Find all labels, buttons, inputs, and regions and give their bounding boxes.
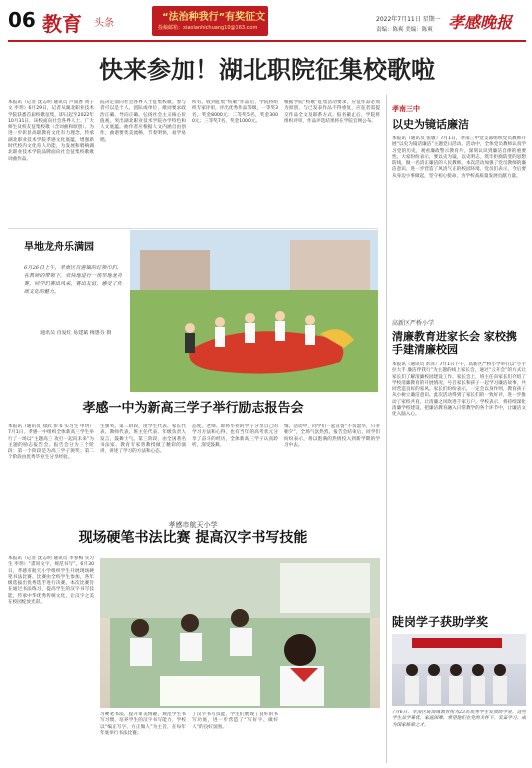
main-headline: 快来参加！湖北职院征集校歌啦 [99, 55, 435, 84]
article2-col4: 情。活动中，同学们一起宣誓“不负韶华，只争朝夕”，全场气氛热烈。报告会结束后，同学们纷纷表示，将以饱满的热情投入到新学期的学习中去。 [284, 424, 380, 448]
article3-kicker: 孝感市航天小学 [168, 521, 218, 529]
classroom-illustration [100, 558, 380, 708]
article3-col2: 习硬笔书法，提升审美情趣，规范学生书写习惯，培养学生的汉字书写能力，学校以“编正写字、方正做人”为主旨，在每年年底举行书法比赛。 [100, 712, 186, 736]
right2-kicker: 高新区严桥小学 [392, 320, 435, 327]
page-number: 06 [8, 8, 36, 32]
photo1-caption: 6月26日上午，孝南区肖港镇的红领巾们，在教师的带领下，欢快地进行一场旱地龙舟赛。同学们赛出风采，赛出友谊，感受了传统文化的魅力。 [24, 265, 122, 295]
calligraphy-photo [100, 558, 380, 708]
article1-col3: 所有。收到征集“校歌”作品后，学院将组织专家评审，评出优秀作品等级，一等奖3名，奖金8000元；二等奖5名，奖金3000元；三等奖7名，奖金1000元。 [192, 100, 278, 124]
editors: 责编：陈爽 美编：陈爽 [376, 27, 433, 33]
photo1-title: 旱地龙舟乐满园 [24, 242, 94, 253]
right2-body: 本报讯（通讯员 彭泽）7月1日下午，高新区严桥小学举行以“小手拉大手 廉洁伴我行”为主题的线上家长会，通过“云开会”的方式让家长们了解清廉校园建设工作。家长会上，班主任向家长们介绍了学校清廉教育的开展情况，号召家长和孩子一起学习廉洁故事，共同营造良好的家风。家长们纷纷表示，一定会以身作则，教育孩子从小树立廉洁意识。此次活动得到了家长们的一致好评，进一步推动了家校共育，让清廉之风吹进千家万户。学校表示，将持续深化清廉学校建设，把廉洁教育融入日常教学的各个环节中，让廉洁文化入脑入心。 [392, 362, 526, 418]
article3-col1: 本报讯（记者 沈志明 通讯员 李春梅 实习生 申玥）“書同文字，规范书写”。6月30日，孝感市航天小学组织学生开展现场硬笔书法比赛。比赛由全校学生参加，各年级选拔出优秀选手进行决赛。本次比赛旨在通过书法练习，提高学生的汉字书写技能，传承中华优秀传统文化，让汉字之美在校园绽放光彩。 [8, 556, 94, 606]
issue-date: 2022年7月11日 星期一 [376, 16, 441, 23]
article2-col1: 本报讯（通讯员 徐武 彭书 实习生 申玥）7月1日，孝感一中组织全体新高三学生举行了一场以“主题高三 攻打一起向未来”为主题的励志报告会。报告会分为三个阶段：第一个阶段是为高三学子颁奖；第二个阶段由优秀毕业生分享经验。 [8, 424, 94, 461]
right3-headline: 陡岗学子获助学奖 [392, 615, 489, 629]
article3-headline: 现场硬笔书法比赛 提高汉字书写技能 [78, 530, 308, 546]
article2-headline: 孝感一中为新高三学子举行励志报告会 [82, 401, 304, 416]
dragon-boat-illustration [130, 230, 378, 392]
article3-col3: 了汉字书写技能，学生们展现了良好的书写功底，进一步营造了“写好字、做好人”的良好氛围。 [192, 712, 278, 730]
header-rule [8, 40, 526, 42]
right3-caption: 7月6日，孝南区陡岗镇教育组为23名优秀学生发放助学金。这些学生品学兼优，家庭困难，希望他们在党的关怀下，发奋学习，成为国家栋梁之才。 [392, 710, 526, 728]
section-title: 教育 [42, 12, 82, 36]
article2-col3: 态度。老师、即将毕业的学子分享自己的学习方法和心得，也有当年的高考状元分享了奋斗的经历，全体新高三学子认真聆听，深受鼓舞。 [192, 424, 278, 448]
right1-body: 本报讯（通讯员 张敏）7月1日，孝南三中党支部组织党员教师开展“以史为镜话廉洁”主题党日活动。活动中，全体党员教师认真学习党的历史，观看廉政警示教育片，深刻认识到廉洁自律的重要性。大家纷纷表示，要以史为镜，以史明志，筑牢拒腐防变的思想防线，做一名清正廉洁的人民教师。本次活动加强了党员教师的廉洁意识，进一步营造了风清气正的校园环境。党员们表示，今后要从身边小事做起，坚守初心使命，为学校高质量发展贡献力量。 [392, 136, 526, 179]
article2-col2: 生颁奖。第二阶段，由学生代表、家长代表、教师代表、班主任代表、年级负责人发言，鼓舞士气。第三阶段，由全国著名书法家、教育专家曾教授做了精彩的演讲，讲述了学习的方法和心态。 [100, 424, 186, 455]
article1-col1: 本报讯（记者 沈志明 通讯员 卢雨香 黄子文 申玥）6月29日，记者从湖北职业技术学院获悉首届校歌征集，即日起至2022年10月31日，该校面向社会各界人士、广大师生及校友征集校歌（含词曲和原创）。为进一步彰显高职教育文化有力理念，传承湖北职业技术学院孝感文化底蕴，增强新时代校内文化育人功能，为发展和唱响湖北职业技术学院品牌面向社会征集校歌歌词曲作品。 [8, 100, 94, 162]
students-illustration [392, 634, 526, 706]
column-divider [386, 95, 387, 763]
scholarship-photo [392, 634, 526, 706]
banner-title: “法治种我行”有奖征文 [162, 12, 266, 23]
right1-headline: 以史为镜话廉洁 [392, 118, 469, 131]
photo1-credit: 通讯员 肖爱红 易建斌 梅惠芬 摄 [40, 330, 112, 336]
section-subtitle: 头条 [94, 18, 114, 29]
newspaper-logo: 孝感晚报 [448, 13, 513, 32]
right1-kicker: 孝南三中 [392, 105, 420, 113]
article1-col4: 根据学院“校歌”征集活动要求，应征作品必须为原创，与已发表作品不得重复，应征者需提交作品全文及联系方式。报名截止后，学院将组织评审，作品评选结果将在学院官网公布。 [284, 100, 380, 124]
banner-email: 投稿邮箱：xiaolanhichuang10@163.com [158, 25, 258, 31]
right2-headline: 清廉教育进家长会 家校携手建清廉校园 [392, 330, 517, 356]
article1-col2: 院决定面向社会各界人士征集校歌。参与者可以是个人、团队或单位，歌词要求政治正确、导向正确、弘扬社会主义核心价值观，突出湖北职业技术学院办学特色和人文底蕴。曲作者应根据人文内涵自由创作，曲谱要优美流畅，节奏明快，易学易唱。 [100, 100, 186, 143]
dragon-boat-photo [130, 230, 378, 392]
